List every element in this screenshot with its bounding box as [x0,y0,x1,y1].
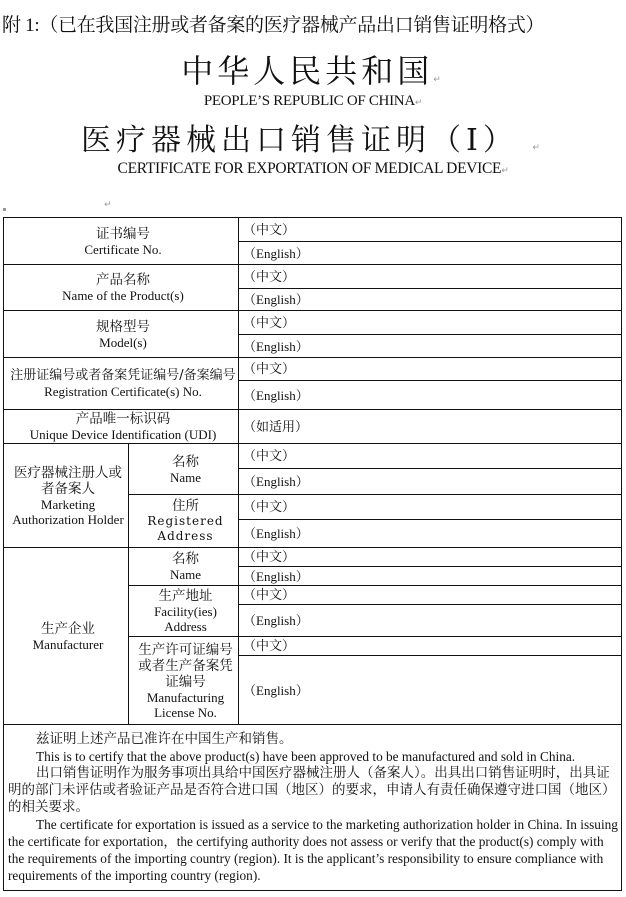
manufacturer-name-label: 名称 Name [129,548,239,586]
product-name-zh-field[interactable]: （中文） [239,265,622,289]
statement-en-1: This is to certify that the above product(s) have been approved to be manufactured and sold in China. [36,749,576,764]
registration-no-en-field[interactable]: （English） [239,381,622,410]
statement-zh-1: 兹证明上述产品已准许在中国生产和销售。 [36,731,293,747]
product-name-label: 产品名称 Name of the Product(s) [4,265,239,311]
attachment-title: 附 1:（已在我国注册或者备案的医疗器械产品出口销售证明格式） [2,15,545,36]
paragraph-mark: ↵ [104,200,112,210]
mah-name-zh-field[interactable]: （中文） [239,444,622,469]
certification-statement [4,725,622,891]
certificate-table [3,217,622,891]
country-name-en: PEOPLE’S REPUBLIC OF CHINA↵ [203,93,423,109]
registration-no-zh-field[interactable]: （中文） [239,358,622,381]
product-name-en-field[interactable]: （English） [239,289,622,311]
certificate-no-label: 证书编号 Certificate No. [4,218,239,265]
certificate-no-zh-field[interactable]: （中文） [239,218,622,242]
udi-label: 产品唯一标识码 Unique Device Identification (UDI) [4,410,239,444]
model-en-field[interactable]: （English） [239,335,622,358]
mah-address-en-field[interactable]: （English） [239,520,622,548]
registration-no-label: 注册证编号或者备案凭证编号/备案编号 Registration Certificate(s) No. [4,358,239,410]
manufacturer-name-zh-field[interactable]: （中文） [239,548,622,567]
country-name-zh: 中华人民共和国↵ [181,52,445,90]
license-no-zh-field[interactable]: （中文） [239,637,622,656]
certificate-title-zh: 医疗器械出口销售证明（I） ↵ [81,123,545,158]
model-label: 规格型号 Model(s) [4,311,239,358]
license-no-en-field[interactable]: （English） [239,656,622,725]
facility-address-label: 生产地址 Facility(ies) Address [129,586,239,637]
manufacturer-label: 生产企业 Manufacturer [4,548,129,725]
facility-address-en-field[interactable]: （English） [239,605,622,637]
manufacturer-name-en-field[interactable]: （English） [239,567,622,586]
statement-zh-2: 出口销售证明作为服务事项出具给中国医疗器械注册人（备案人）。出具出口销售证明时，出具证明的部门未评估或者验证产品是否符合进口国（地区）的要求，申请人有责任确保遵守进口国（地区）的相关要求。 [8,765,616,815]
license-no-label: 生产许可证编号或者生产备案凭证编号 Manufacturing License No. [129,637,239,725]
mah-name-label: 名称 Name [129,444,239,495]
udi-field[interactable]: （如适用） [239,410,622,444]
statement-en-2: The certificate for exportation is issued as a service to the marketing authorization holder in China. In issuing the certificate for exportation，the certifying authority does not assess or verify that the product(s) comply with the requirements of the importing country (region). It is the applicant’s responsibility to ensure compliance with requirements of the importing country (region). [8,817,618,883]
certificate-title-en: CERTIFICATE FOR EXPORTATION OF MEDICAL DEVICE↵ [117,160,509,177]
model-zh-field[interactable]: （中文） [239,311,622,335]
mah-label: 医疗器械注册人或者备案人 Marketing Authorization Holder [4,444,129,548]
mah-address-zh-field[interactable]: （中文） [239,495,622,520]
mah-name-en-field[interactable]: （English） [239,469,622,495]
certificate-no-en-field[interactable]: （English） [239,242,622,265]
table-anchor-mark [3,208,6,211]
facility-address-zh-field[interactable]: （中文） [239,586,622,605]
mah-address-label: 住所 Registered Address [129,495,239,548]
